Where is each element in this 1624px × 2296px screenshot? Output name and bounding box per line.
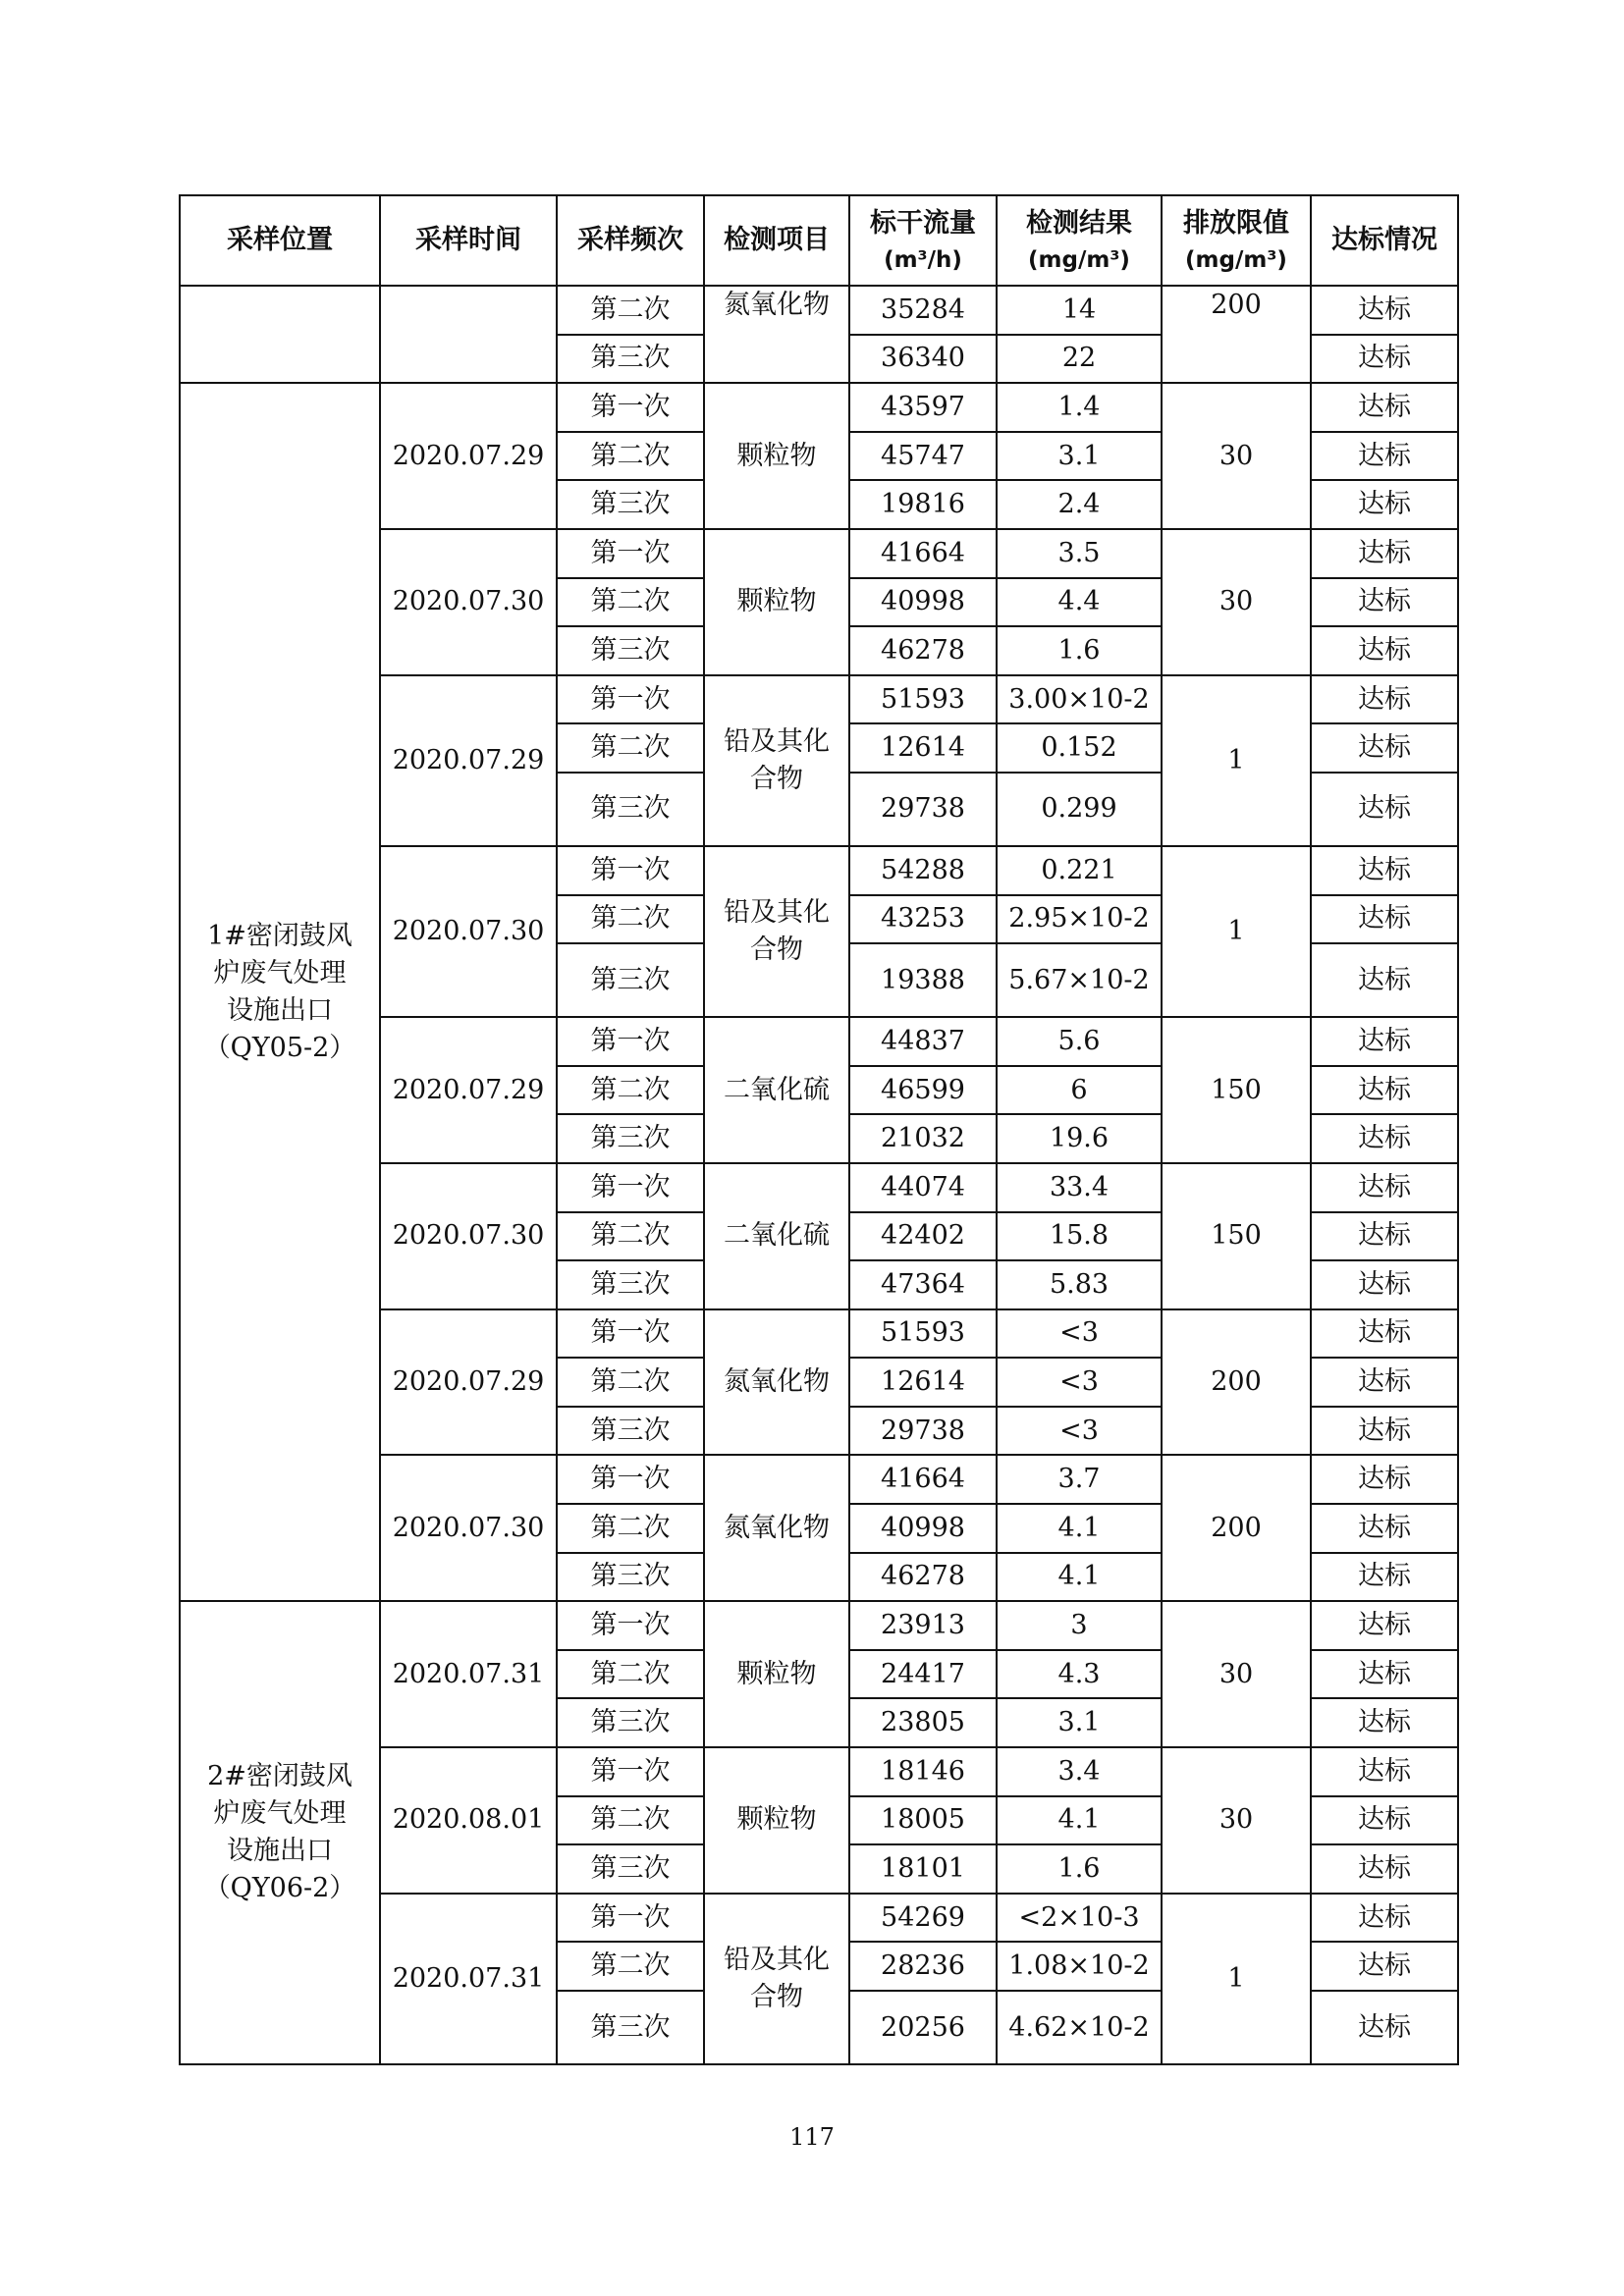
frequency-cell: 第一次 <box>557 1601 704 1650</box>
result-cell: 3.4 <box>997 1747 1162 1796</box>
frequency-cell: 第一次 <box>557 383 704 432</box>
status-cell: 达标 <box>1311 1358 1458 1407</box>
table-row <box>180 383 1458 432</box>
limit-cell: 1 <box>1162 846 1311 1017</box>
frequency-cell: 第二次 <box>557 1796 704 1845</box>
limit-cell: 30 <box>1162 1601 1311 1747</box>
result-cell: 4.1 <box>997 1553 1162 1602</box>
status-cell: 达标 <box>1311 1601 1458 1650</box>
results-table-wrapper <box>179 194 1457 2065</box>
result-cell: 15.8 <box>997 1212 1162 1261</box>
result-cell: 22 <box>997 335 1162 384</box>
limit-cell: 1 <box>1162 1894 1311 2064</box>
result-cell: 0.152 <box>997 723 1162 773</box>
result-cell: 33.4 <box>997 1163 1162 1212</box>
flow-cell: 23805 <box>849 1698 997 1747</box>
item-cell: 氮氧化物 <box>704 286 849 383</box>
frequency-cell: 第一次 <box>557 1894 704 1943</box>
limit-cell: 30 <box>1162 383 1311 529</box>
page-number: 117 <box>789 2123 835 2151</box>
status-cell: 达标 <box>1311 943 1458 1017</box>
flow-cell: 40998 <box>849 1504 997 1553</box>
status-cell: 达标 <box>1311 1698 1458 1747</box>
status-cell: 达标 <box>1311 675 1458 724</box>
frequency-cell: 第二次 <box>557 432 704 481</box>
frequency-cell: 第一次 <box>557 1309 704 1359</box>
result-cell: 0.299 <box>997 773 1162 846</box>
limit-cell: 30 <box>1162 1747 1311 1894</box>
status-cell: 达标 <box>1311 383 1458 432</box>
status-cell: 达标 <box>1311 1066 1458 1115</box>
limit-cell: 1 <box>1162 675 1311 846</box>
flow-cell: 20256 <box>849 1991 997 2064</box>
status-cell: 达标 <box>1311 1504 1458 1553</box>
status-cell: 达标 <box>1311 1260 1458 1309</box>
frequency-cell: 第一次 <box>557 529 704 578</box>
frequency-cell: 第一次 <box>557 846 704 895</box>
status-cell: 达标 <box>1311 286 1458 335</box>
flow-cell: 40998 <box>849 578 997 627</box>
header-result-label: 检测结果 <box>1026 208 1132 239</box>
status-cell: 达标 <box>1311 1212 1458 1261</box>
limit-cell: 200 <box>1162 1309 1311 1456</box>
date-cell: 2020.07.30 <box>380 846 557 1017</box>
flow-cell: 43597 <box>849 383 997 432</box>
flow-cell: 23913 <box>849 1601 997 1650</box>
flow-cell: 41664 <box>849 1455 997 1504</box>
flow-cell: 46278 <box>849 626 997 675</box>
date-cell: 2020.07.29 <box>380 383 557 529</box>
status-cell: 达标 <box>1311 723 1458 773</box>
flow-cell: 41664 <box>849 529 997 578</box>
frequency-cell: 第一次 <box>557 675 704 724</box>
status-cell: 达标 <box>1311 529 1458 578</box>
limit-cell: 30 <box>1162 529 1311 675</box>
status-cell: 达标 <box>1311 432 1458 481</box>
status-cell: 达标 <box>1311 1796 1458 1845</box>
flow-cell: 19816 <box>849 480 997 529</box>
status-cell: 达标 <box>1311 480 1458 529</box>
date-cell: 2020.07.30 <box>380 1455 557 1601</box>
frequency-cell: 第二次 <box>557 1066 704 1115</box>
item-cell: 颗粒物 <box>704 383 849 529</box>
frequency-cell: 第二次 <box>557 1650 704 1699</box>
status-cell: 达标 <box>1311 1309 1458 1359</box>
flow-cell: 44837 <box>849 1017 997 1066</box>
status-cell: 达标 <box>1311 626 1458 675</box>
location-cell-empty <box>180 286 380 383</box>
frequency-cell: 第二次 <box>557 895 704 944</box>
status-cell: 达标 <box>1311 1844 1458 1894</box>
header-item: 检测项目 <box>704 195 849 286</box>
item-cell: 颗粒物 <box>704 1747 849 1894</box>
frequency-cell: 第二次 <box>557 578 704 627</box>
item-cell: 铅及其化 合物 <box>704 1894 849 2064</box>
frequency-cell: 第三次 <box>557 773 704 846</box>
header-frequency: 采样频次 <box>557 195 704 286</box>
limit-cell: 150 <box>1162 1163 1311 1309</box>
flow-cell: 18146 <box>849 1747 997 1796</box>
result-cell: 5.6 <box>997 1017 1162 1066</box>
flow-cell: 29738 <box>849 773 997 846</box>
status-cell: 达标 <box>1311 846 1458 895</box>
result-cell: 19.6 <box>997 1114 1162 1163</box>
frequency-cell: 第一次 <box>557 1163 704 1212</box>
flow-cell: 12614 <box>849 723 997 773</box>
frequency-cell: 第一次 <box>557 1747 704 1796</box>
frequency-cell: 第三次 <box>557 1114 704 1163</box>
status-cell: 达标 <box>1311 1017 1458 1066</box>
result-cell: 3.1 <box>997 432 1162 481</box>
frequency-cell: 第三次 <box>557 943 704 1017</box>
status-cell: 达标 <box>1311 1455 1458 1504</box>
frequency-cell: 第三次 <box>557 335 704 384</box>
frequency-cell: 第一次 <box>557 1455 704 1504</box>
frequency-cell: 第二次 <box>557 1942 704 1991</box>
status-cell: 达标 <box>1311 1407 1458 1456</box>
result-cell: 3 <box>997 1601 1162 1650</box>
flow-cell: 44074 <box>849 1163 997 1212</box>
result-cell: <3 <box>997 1309 1162 1359</box>
status-cell: 达标 <box>1311 335 1458 384</box>
item-cell: 颗粒物 <box>704 529 849 675</box>
limit-cell: 150 <box>1162 1017 1311 1163</box>
status-cell: 达标 <box>1311 1991 1458 2064</box>
result-cell: 0.221 <box>997 846 1162 895</box>
result-cell: 1.6 <box>997 1844 1162 1894</box>
date-cell: 2020.07.30 <box>380 529 557 675</box>
status-cell: 达标 <box>1311 1942 1458 1991</box>
result-cell: 3.5 <box>997 529 1162 578</box>
result-cell: 1.08×10-2 <box>997 1942 1162 1991</box>
header-limit-label: 排放限值 <box>1183 208 1289 239</box>
header-limit-unit: (mg/m³) <box>1185 247 1287 273</box>
result-cell: <3 <box>997 1358 1162 1407</box>
date-cell: 2020.07.31 <box>380 1894 557 2064</box>
item-cell: 铅及其化 合物 <box>704 675 849 846</box>
status-cell: 达标 <box>1311 1894 1458 1943</box>
result-cell: 2.4 <box>997 480 1162 529</box>
frequency-cell: 第三次 <box>557 480 704 529</box>
flow-cell: 24417 <box>849 1650 997 1699</box>
frequency-cell: 第二次 <box>557 1358 704 1407</box>
date-cell-empty <box>380 286 557 383</box>
header-flow-label: 标干流量 <box>870 208 976 239</box>
frequency-cell: 第三次 <box>557 1844 704 1894</box>
flow-cell: 42402 <box>849 1212 997 1261</box>
item-cell: 颗粒物 <box>704 1601 849 1747</box>
header-flow-unit: (m³/h) <box>884 247 962 273</box>
frequency-cell: 第二次 <box>557 286 704 335</box>
table-row <box>180 286 1458 335</box>
flow-cell: 29738 <box>849 1407 997 1456</box>
result-cell: 6 <box>997 1066 1162 1115</box>
flow-cell: 47364 <box>849 1260 997 1309</box>
date-cell: 2020.07.29 <box>380 1309 557 1456</box>
frequency-cell: 第三次 <box>557 626 704 675</box>
frequency-cell: 第三次 <box>557 1553 704 1602</box>
date-cell: 2020.07.30 <box>380 1163 557 1309</box>
result-cell: 5.83 <box>997 1260 1162 1309</box>
flow-cell: 12614 <box>849 1358 997 1407</box>
result-cell: 3.1 <box>997 1698 1162 1747</box>
result-cell: 2.95×10-2 <box>997 895 1162 944</box>
header-time: 采样时间 <box>380 195 557 286</box>
frequency-cell: 第一次 <box>557 1017 704 1066</box>
frequency-cell: 第三次 <box>557 1991 704 2064</box>
flow-cell: 36340 <box>849 335 997 384</box>
limit-cell: 200 <box>1162 1455 1311 1601</box>
monitoring-results-table <box>179 194 1459 2065</box>
item-cell: 二氧化硫 <box>704 1163 849 1309</box>
header-limit <box>1162 195 1311 286</box>
flow-cell: 45747 <box>849 432 997 481</box>
flow-cell: 46278 <box>849 1553 997 1602</box>
item-cell: 铅及其化 合物 <box>704 846 849 1017</box>
date-cell: 2020.07.29 <box>380 675 557 846</box>
flow-cell: 51593 <box>849 1309 997 1359</box>
date-cell: 2020.08.01 <box>380 1747 557 1894</box>
status-cell: 达标 <box>1311 1650 1458 1699</box>
item-cell: 氮氧化物 <box>704 1309 849 1456</box>
frequency-cell: 第二次 <box>557 1212 704 1261</box>
status-cell: 达标 <box>1311 1114 1458 1163</box>
result-cell: <3 <box>997 1407 1162 1456</box>
status-cell: 达标 <box>1311 773 1458 846</box>
header-result-unit: (mg/m³) <box>1028 247 1130 273</box>
header-result <box>997 195 1162 286</box>
result-cell: 5.67×10-2 <box>997 943 1162 1017</box>
location-cell: 2#密闭鼓风 炉废气处理 设施出口 （QY06-2） <box>180 1601 380 2064</box>
frequency-cell: 第二次 <box>557 723 704 773</box>
result-cell: 1.6 <box>997 626 1162 675</box>
table-row <box>180 1601 1458 1650</box>
date-cell: 2020.07.29 <box>380 1017 557 1163</box>
flow-cell: 54288 <box>849 846 997 895</box>
frequency-cell: 第二次 <box>557 1504 704 1553</box>
status-cell: 达标 <box>1311 1163 1458 1212</box>
result-cell: 4.1 <box>997 1504 1162 1553</box>
result-cell: 14 <box>997 286 1162 335</box>
header-location: 采样位置 <box>180 195 380 286</box>
result-cell: 4.1 <box>997 1796 1162 1845</box>
status-cell: 达标 <box>1311 1553 1458 1602</box>
result-cell: 1.4 <box>997 383 1162 432</box>
header-status: 达标情况 <box>1311 195 1458 286</box>
status-cell: 达标 <box>1311 1747 1458 1796</box>
result-cell: <2×10-3 <box>997 1894 1162 1943</box>
result-cell: 4.62×10-2 <box>997 1991 1162 2064</box>
result-cell: 3.00×10-2 <box>997 675 1162 724</box>
flow-cell: 35284 <box>849 286 997 335</box>
flow-cell: 21032 <box>849 1114 997 1163</box>
header-flow <box>849 195 997 286</box>
flow-cell: 46599 <box>849 1066 997 1115</box>
flow-cell: 54269 <box>849 1894 997 1943</box>
flow-cell: 28236 <box>849 1942 997 1991</box>
frequency-cell: 第三次 <box>557 1260 704 1309</box>
header-row <box>180 195 1458 286</box>
item-cell: 二氧化硫 <box>704 1017 849 1163</box>
result-cell: 4.3 <box>997 1650 1162 1699</box>
status-cell: 达标 <box>1311 895 1458 944</box>
status-cell: 达标 <box>1311 578 1458 627</box>
flow-cell: 18101 <box>849 1844 997 1894</box>
date-cell: 2020.07.31 <box>380 1601 557 1747</box>
flow-cell: 18005 <box>849 1796 997 1845</box>
result-cell: 4.4 <box>997 578 1162 627</box>
location-cell: 1#密闭鼓风 炉废气处理 设施出口 （QY05-2） <box>180 383 380 1601</box>
item-cell: 氮氧化物 <box>704 1455 849 1601</box>
result-cell: 3.7 <box>997 1455 1162 1504</box>
frequency-cell: 第三次 <box>557 1407 704 1456</box>
frequency-cell: 第三次 <box>557 1698 704 1747</box>
flow-cell: 51593 <box>849 675 997 724</box>
flow-cell: 43253 <box>849 895 997 944</box>
flow-cell: 19388 <box>849 943 997 1017</box>
limit-cell: 200 <box>1162 286 1311 383</box>
